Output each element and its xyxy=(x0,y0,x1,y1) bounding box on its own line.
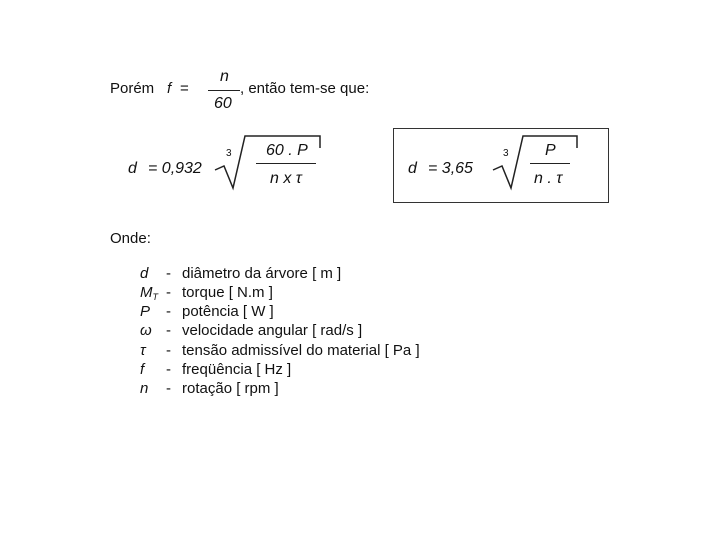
onde-label: Onde: xyxy=(110,230,151,247)
legend-symbol: n xyxy=(140,380,149,397)
legend-symbol: ω xyxy=(140,322,152,339)
legend-separator: - xyxy=(166,322,171,339)
legend-separator: - xyxy=(166,342,171,359)
legend-separator: - xyxy=(166,380,171,397)
legend-separator: - xyxy=(166,265,171,282)
intro-var-f: f xyxy=(167,80,172,97)
legend-symbol: f xyxy=(140,361,145,378)
legend-symbol: $M_T$ xyxy=(140,284,158,302)
legend-item xyxy=(140,380,279,397)
formula-2-denominator: n . τ xyxy=(534,170,563,187)
intro-tail: , então tem-se que: xyxy=(240,80,370,97)
formula-1-denominator: n x τ xyxy=(270,170,302,187)
formula-2-lhs: d xyxy=(408,160,417,177)
legend-description: tensão admissível do material [ Pa ] xyxy=(182,342,420,359)
intro-equals: = xyxy=(180,80,189,97)
formula-2-fraction-bar xyxy=(530,163,570,164)
formula-1-numerator: 60 . P xyxy=(266,142,308,159)
formula-2-rhs: = 3,65 xyxy=(428,160,473,177)
legend-item xyxy=(140,265,341,282)
formula-2-root-index: 3 xyxy=(503,148,509,159)
legend-item xyxy=(140,284,273,301)
legend-separator: - xyxy=(166,303,171,320)
legend-symbol: d xyxy=(140,265,149,282)
legend-item xyxy=(140,303,274,320)
legend-item xyxy=(140,342,420,359)
legend-symbol: P xyxy=(140,303,151,320)
legend-description: potência [ W ] xyxy=(182,303,274,320)
legend-description: diâmetro da árvore [ m ] xyxy=(182,265,342,282)
intro-numerator: n xyxy=(220,68,229,85)
legend-item xyxy=(140,361,291,378)
formula-2-numerator: P xyxy=(545,142,556,159)
formula-1-rhs: = 0,932 xyxy=(148,160,202,177)
legend-separator: - xyxy=(166,284,171,301)
formula-1-root-index: 3 xyxy=(226,148,232,159)
legend-item xyxy=(140,322,362,339)
legend-separator: - xyxy=(166,361,171,378)
legend-description: velocidade angular [ rad/s ] xyxy=(182,322,363,339)
legend-description: torque [ N.m ] xyxy=(182,284,273,301)
intro-denominator: 60 xyxy=(214,95,232,112)
legend-description: freqüência [ Hz ] xyxy=(182,361,292,378)
legend-description: rotação [ rpm ] xyxy=(182,380,279,397)
intro-lead: Porém xyxy=(110,80,155,97)
legend-symbol: τ xyxy=(140,342,146,359)
formula-1-lhs: d xyxy=(128,160,137,177)
